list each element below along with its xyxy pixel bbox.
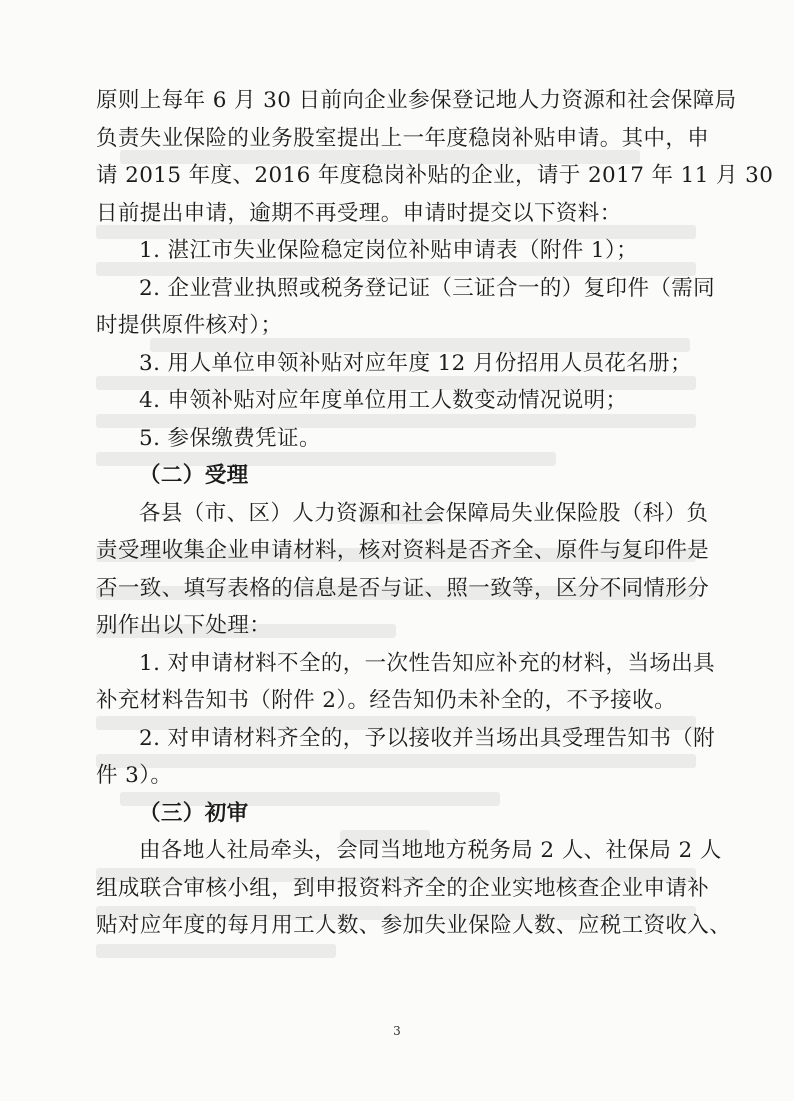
list-item-continuation: 件 3）。: [96, 763, 173, 788]
paragraph-line: 日前提出申请，逾期不再受理。申请时提交以下资料：: [96, 200, 622, 226]
list-item-continuation: 补充材料告知书（附件 2）。经告知仍未补全的，不予接收。: [96, 688, 676, 713]
paragraph-line: 由各地人社局牵头，会同当地地方税务局 2 人、社保局 2 人: [139, 838, 722, 863]
paragraph-line: 各县（市、区）人力资源和社会保障局失业保险股（科）负: [139, 500, 709, 526]
list-item: 3. 用人单位申领补贴对应年度 12 月份招用人员花名册；: [139, 350, 692, 376]
paragraph-line: 请 2015 年度、2016 年度稳岗补贴的企业，请于 2017 年 11 月 30: [96, 163, 774, 188]
page-number: 3: [393, 1024, 401, 1038]
list-item: 1. 对申请材料不全的，一次性告知应补充的材料，当场出具: [139, 650, 716, 676]
paragraph-line: 负责失业保险的业务股室提出上一年度稳岗补贴申请。其中，申: [96, 125, 710, 151]
list-item: 2. 对申请材料齐全的，予以接收并当场出具受理告知书（附: [139, 725, 716, 751]
paragraph-line: 原则上每年 6 月 30 日前向企业参保登记地人力资源和社会保障局: [96, 88, 737, 113]
list-item: 2. 企业营业执照或税务登记证（三证合一的）复印件（需同: [139, 275, 716, 301]
paragraph-line: 贴对应年度的每月用工人数、参加失业保险人数、应税工资收入、: [96, 913, 732, 938]
paragraph-line: 否一致、填写表格的信息是否与证、照一致等，区分不同情形分: [96, 575, 710, 601]
section-heading-acceptance: （二）受理: [139, 463, 249, 488]
paragraph-line: 别作出以下处理：: [96, 613, 272, 638]
list-item: 1. 湛江市失业保险稳定岗位补贴申请表（附件 1）；: [139, 238, 639, 263]
body-text: [96, 82, 774, 945]
list-item: 4. 申领补贴对应年度单位用工人数变动情况说明；: [139, 388, 628, 413]
paragraph-line: 责受理收集企业申请材料，核对资料是否齐全、原件与复印件是: [96, 538, 710, 563]
list-item: 5. 参保缴费凭证。: [139, 425, 321, 451]
list-item-continuation: 时提供原件核对）；: [96, 313, 283, 338]
section-heading-preliminary-review: （三）初审: [139, 800, 249, 826]
paragraph-line: 组成联合审核小组，到申报资料齐全的企业实地核查企业申请补: [96, 875, 710, 901]
